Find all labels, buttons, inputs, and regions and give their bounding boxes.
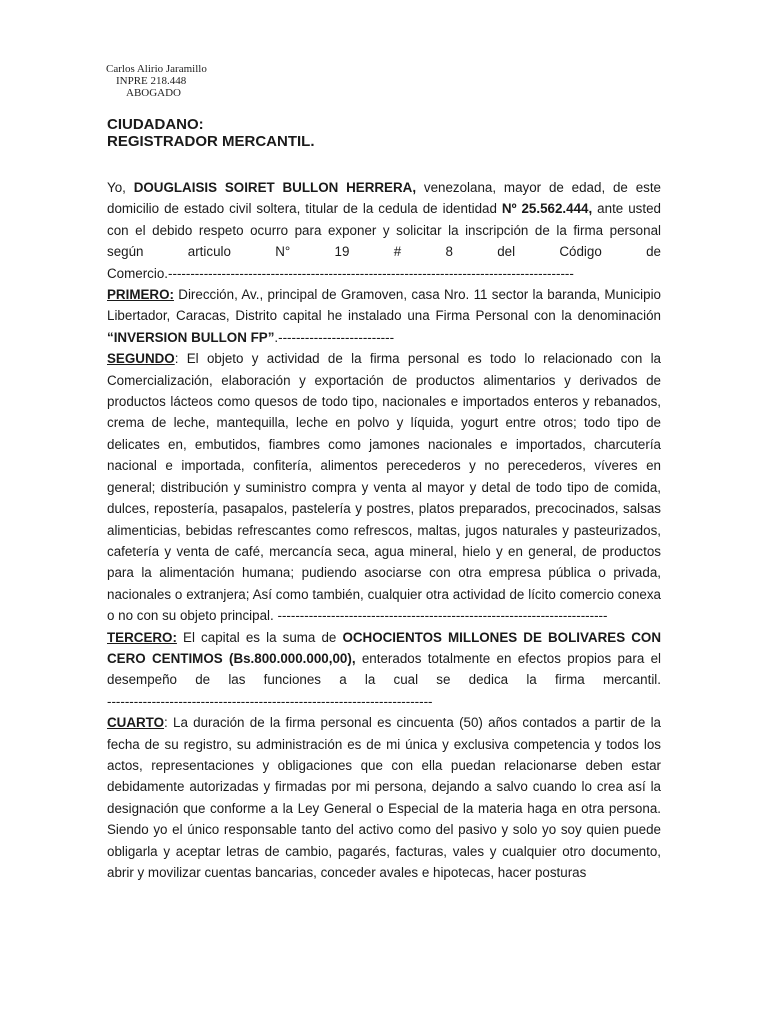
cuarto-label: CUARTO xyxy=(107,715,165,731)
segundo-text: : El objeto y actividad de la firma personal es todo lo relacionado con la Comercialización, elaboración y exportación de productos alimentarios y derivados de productos lácteos como quesos de todo tipo, nacionales e importados enteros y rebanados, crema de leche, mantequilla, leche en polvo y líquida, yogurt entre otros; todo tipo de delicates en, embutidos, fiambres como jamones nacionales e importados, charcutería nacional e importada, confitería, alimentos perecederos y no perecederos, víveres en general; distribución y suministro compra y venta al mayor y detal de todo tipo de comida, dulces, repostería, pasapalos, pastelería y postres, platos preparados, precocinados, salsas alimenticias, bebidas refrescantes como refrescos, maltas, jugos naturales y pasteurizados, cafetería y venta de café, mercancía seca, agua mineral, hielo y en general, de productos para la alimentación humana; pudiendo asociarse con otra empresa pública o privada, nacionales o extranjera; Así como también, cualquier otra actividad de lícito comercio conexa o no con su objeto principal. xyxy=(107,351,661,624)
cuarto-paragraph xyxy=(107,712,661,883)
letterhead xyxy=(106,63,207,99)
firm-name: “INVERSION BULLON FP” xyxy=(107,329,275,345)
capital-amount: OCHOCIENTOS MILLONES DE BOLIVARES CON CERO CENTIMOS (Bs.800.000.000,00), xyxy=(107,629,661,666)
tercero-text-1: El capital es la suma de xyxy=(176,629,343,645)
primero-dashes: .-------------------------- xyxy=(274,329,395,345)
addressee xyxy=(107,116,315,150)
addressee-line-2: REGISTRADOR MERCANTIL. xyxy=(107,133,315,150)
intro-paragraph xyxy=(107,177,661,284)
lawyer-name: Carlos Alirio Jaramillo xyxy=(106,63,207,75)
tercero-text-2: enterados totalmente en efectos propios para el desempeño de las funciones a la cual se dedica la firma mercantil. xyxy=(107,650,662,688)
tercero-dashes: ------------------------------------------------------------------------- xyxy=(107,693,433,709)
primero-paragraph xyxy=(107,284,661,348)
segundo-label: SEGUNDO xyxy=(107,351,175,367)
lawyer-inpre: INPRE 218.448 xyxy=(116,75,187,87)
primero-text: Dirección, Av., principal de Gramoven, casa Nro. 11 sector la baranda, Municipio Libertador, Caracas, Distrito capital he instalado una Firma Personal con la denominación xyxy=(107,287,661,324)
primero-label: PRIMERO: xyxy=(107,287,174,303)
addressee-line-1: CIUDADANO: xyxy=(107,116,204,133)
applicant-name: DOUGLAISIS SOIRET BULLON HERRERA, xyxy=(133,180,417,195)
segundo-paragraph xyxy=(107,348,661,626)
tercero-label: TERCERO: xyxy=(107,629,177,645)
cuarto-text: : La duración de la firma personal es cincuenta (50) años contados a partir de la fecha de su registro, su administración es de mi única y exclusiva competencia y todos los actos, representaciones y obligaciones que con ella puedan relacionarse deben estar debidamente autorizadas y firmadas por mi persona, dejando a salvo cuando lo crea así la designación que conforme a la Ley General o Especial de la materia haga en otra persona. Siendo yo el único responsable tanto del activo como del pasivo y solo yo soy quien puede obligarla y aceptar letras de cambio, pagarés, facturas, vales y cualquier otro documento, abrir y movilizar cuentas bancarias, conceder avales e hipotecas, hacer posturas xyxy=(107,715,661,880)
segundo-dashes: -------------------------------------------------------------------------- xyxy=(277,608,608,624)
intro-text-3: ante usted con el debido respeto ocurro para exponer y solicitar la inscripción de la firma personal según articulo N° 19 # 8 del Código de Comercio. xyxy=(107,201,661,281)
intro-text-1: Yo, xyxy=(107,180,134,195)
applicant-id: Nº 25.562.444, xyxy=(501,201,593,217)
intro-dashes: ------------------------------------------------------------------------------------------- xyxy=(168,265,574,281)
document-body xyxy=(107,177,661,883)
lawyer-title: ABOGADO xyxy=(126,87,181,99)
tercero-paragraph xyxy=(107,627,661,713)
intro-text-2: venezolana, mayor de edad, de este domicilio de estado civil soltera, titular de la cedula de identidad xyxy=(107,180,662,217)
